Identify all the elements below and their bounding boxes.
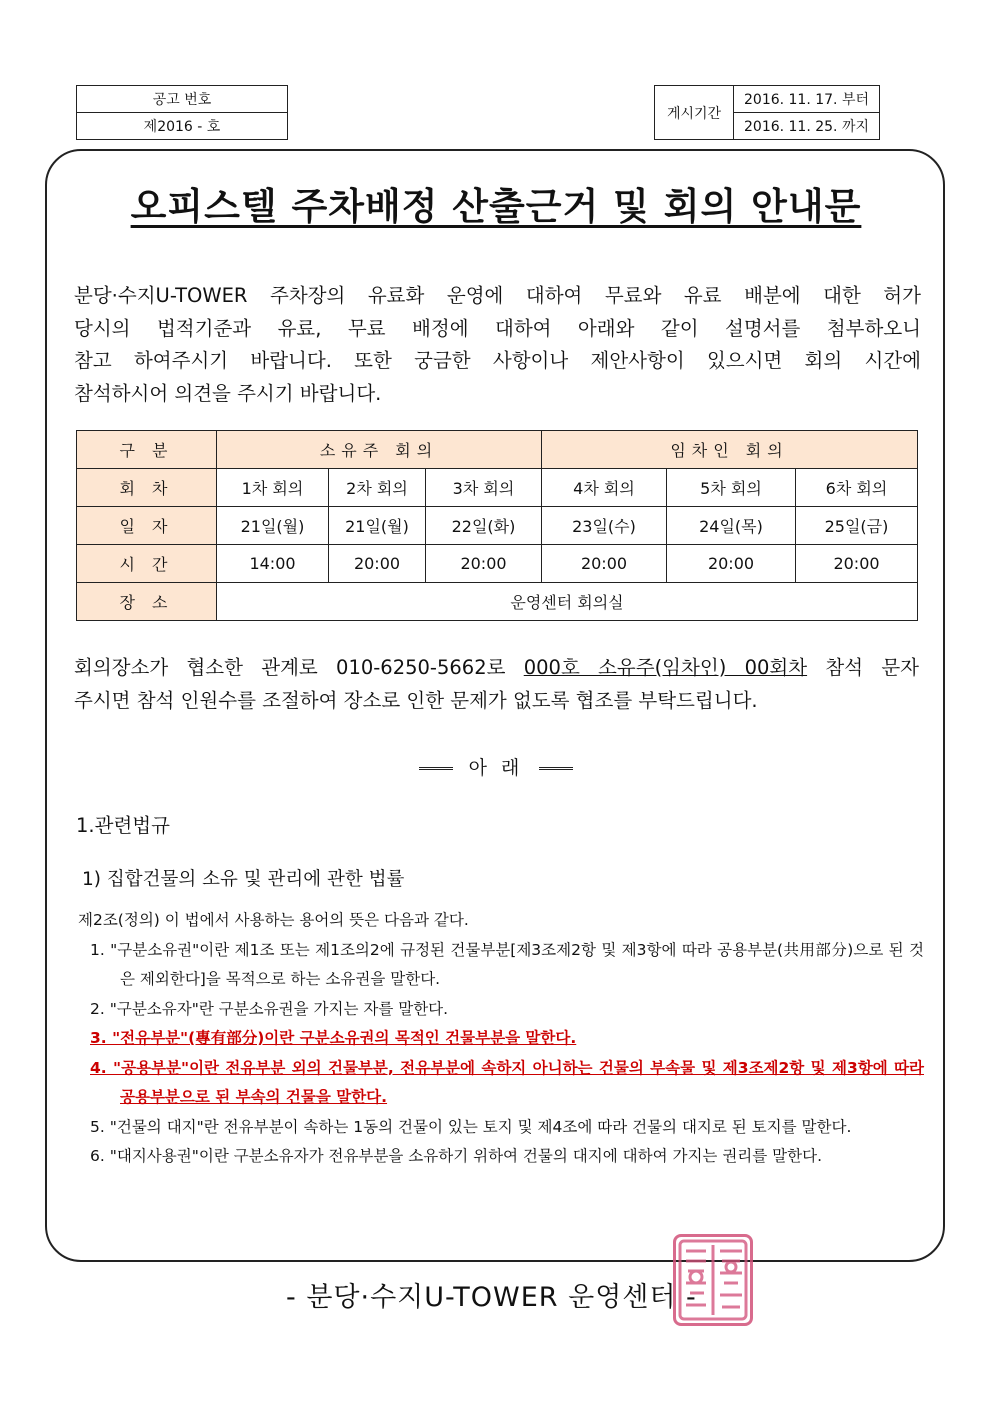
header-time: 시 간 xyxy=(77,545,217,583)
header-gubun: 구 분 xyxy=(77,431,217,469)
page-title: 오피스텔 주차배정 산출근거 및 회의 안내문 xyxy=(130,185,862,228)
date-cell: 21일(월) xyxy=(217,507,329,545)
law-item: 6. "대지사용권"이란 구분소유자가 전유부분을 소유하기 위하여 건물의 대지에 대하여 가지는 권리를 말한다. xyxy=(90,1147,823,1165)
time-cell: 20:00 xyxy=(329,545,426,583)
law-intro: 제2조(정의) 이 법에서 사용하는 용어의 뜻은 다음과 같다. xyxy=(78,911,469,929)
law-text xyxy=(78,906,924,1172)
attendance-note-line1 xyxy=(74,651,919,684)
posting-period-box xyxy=(654,85,880,140)
official-seal-icon xyxy=(673,1234,753,1326)
meeting-schedule-table xyxy=(76,430,918,621)
below-heading-text: 아 래 xyxy=(468,757,524,779)
round-cell: 1차 회의 xyxy=(217,469,329,507)
date-cell: 21일(월) xyxy=(329,507,426,545)
section-heading: 1.관련법규 xyxy=(76,814,170,837)
round-cell: 4차 회의 xyxy=(542,469,667,507)
intro-line: 당시의 법적기준과 유료, 무료 배정에 대하여 아래와 같이 설명서를 첨부하오니 xyxy=(74,316,921,340)
tenant-meeting-header: 임차인 회의 xyxy=(542,431,918,469)
round-cell: 5차 회의 xyxy=(667,469,796,507)
round-cell: 3차 회의 xyxy=(426,469,542,507)
law-item: 5. "건물의 대지"란 전유부분이 속하는 1동의 건물이 있는 토지 및 제4조에 따라 건물의 대지로 된 토지를 말한다. xyxy=(90,1117,852,1136)
notice-number-label: 공고 번호 xyxy=(77,86,288,113)
notice-number-box xyxy=(76,85,288,140)
law-item-highlighted: 3. "전유부분"(專有部分)이란 구분소유권의 목적인 건물부분을 말한다. xyxy=(90,1029,577,1047)
intro-line: 참석하시어 의견을 주시기 바랍니다. xyxy=(74,381,382,405)
date-cell: 25일(금) xyxy=(796,507,918,545)
time-cell: 20:00 xyxy=(667,545,796,583)
attendance-note-underlined: 000호 소유주(임차인) 00회차 xyxy=(523,656,808,679)
round-cell: 2차 회의 xyxy=(329,469,426,507)
law-item: 2. "구분소유자"란 구분소유권을 가지는 자를 말한다. xyxy=(90,999,449,1018)
subsection-heading: 1) 집합건물의 소유 및 관리에 관한 법률 xyxy=(82,869,405,890)
header-date: 일 자 xyxy=(77,507,217,545)
owner-meeting-header: 소유주 회의 xyxy=(217,431,542,469)
law-item: 1. "구분소유권"이란 제1조 또는 제1조의2에 규정된 건물부분[제3조제2항 및 제3항에 따라 공용부분(共用部分)으로 된 것은 제외한다]을 목적으로 하는 소유권을 말한다. xyxy=(90,940,924,988)
round-cell: 6차 회의 xyxy=(796,469,918,507)
law-item-highlighted: 4. "공용부분"이란 전유부분 외의 건물부분, 전유부분에 속하지 아니하는 건물의 부속물 및 제3조제2항 및 제3항에 따라 공용부분으로 된 부속의 건물을 말한다. xyxy=(90,1058,924,1106)
date-cell: 24일(목) xyxy=(667,507,796,545)
footer-signature: - 분당·수지U-TOWER 운영센터 - xyxy=(286,1282,697,1313)
intro-line: 분당·수지U-TOWER 주차장의 유료화 운영에 대하여 무료와 유료 배분에 대한 허가 xyxy=(74,284,921,307)
header-place: 장 소 xyxy=(77,583,217,621)
attendance-note xyxy=(74,651,919,717)
date-cell: 22일(화) xyxy=(426,507,542,545)
notice-number-value: 제2016 - 호 xyxy=(77,113,288,140)
date-cell: 23일(수) xyxy=(542,507,667,545)
time-cell: 20:00 xyxy=(796,545,918,583)
posting-period-to: 2016. 11. 25. 까지 xyxy=(734,113,880,140)
attendance-note-line2: 주시면 참석 인원수를 조절하여 장소로 인한 문제가 없도록 협조를 부탁드립니다. xyxy=(74,689,758,712)
time-cell: 20:00 xyxy=(426,545,542,583)
attendance-note-post: 참석 문자 xyxy=(807,656,919,679)
double-rule-left xyxy=(419,767,453,770)
time-cell: 14:00 xyxy=(217,545,329,583)
intro-paragraph xyxy=(74,280,921,410)
header-round: 회 차 xyxy=(77,469,217,507)
below-heading xyxy=(0,753,992,780)
double-rule-right xyxy=(539,767,573,770)
posting-period-from: 2016. 11. 17. 부터 xyxy=(734,86,880,113)
place-cell: 운영센터 회의실 xyxy=(217,583,918,621)
posting-period-label: 게시기간 xyxy=(655,86,734,140)
attendance-note-pre: 회의장소가 협소한 관계로 010-6250-5662로 xyxy=(74,656,524,679)
intro-line: 참고 하여주시기 바랍니다. 또한 궁금한 사항이나 제안사항이 있으시면 회의 시간에 xyxy=(74,349,921,372)
time-cell: 20:00 xyxy=(542,545,667,583)
